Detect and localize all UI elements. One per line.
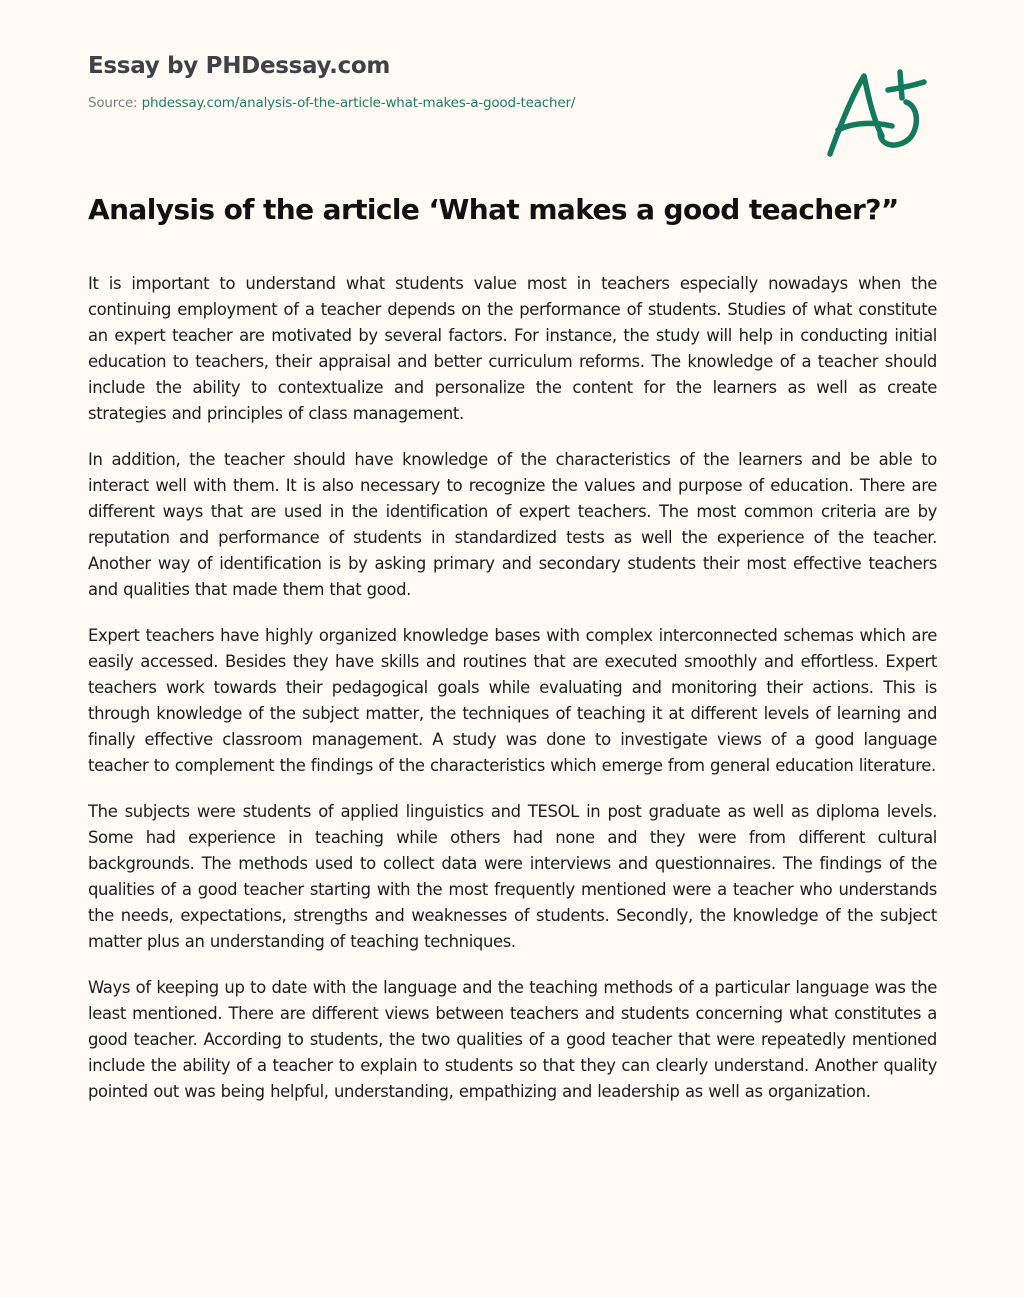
source-label: Source: [88,95,138,111]
article-paragraph: It is important to understand what students value most in teachers especially nowadays when the continuing employment of a teacher depends on the performance of students. Studies of what constitute an expert teacher are motivated by several factors. For instance, the study will help in conducting initial education to teachers, their appraisal and better curriculum reforms. The knowledge of a teacher should include the ability to contextualize and personalize the content for the learners as well as create strategies and principles of class management. [88,274,937,423]
article-paragraph: The subjects were students of applied linguistics and TESOL in post graduate as well as diploma levels. Some had experience in teaching while others had none and they were from different cultural backgrounds. The methods used to collect data were interviews and questionnaires. The findings of the qualities of a good teacher starting with the most frequently mentioned were a teacher who understands the needs, expectations, strengths and weaknesses of students. Secondly, the knowledge of the subject matter plus an understanding of teaching techniques. [88,802,937,951]
site-brand: Essay by PHDessay.com [88,53,391,79]
site-header [88,50,788,112]
a-plus-grade-icon [822,64,932,160]
article-paragraph: In addition, the teacher should have knowledge of the characteristics of the learners and be able to interact well with them. It is also necessary to recognize the values and purpose of education. There are different ways that are used in the identification of expert teachers. The most common criteria are by reputation and performance of students in standardized tests as well the experience of the teacher. Another way of identification is by asking primary and secondary students their most effective teachers and qualities that made them that good. [88,450,937,599]
article-body [88,271,937,1249]
source-line [88,94,788,112]
article-paragraph: Ways of keeping up to date with the language and the teaching methods of a particular language was the least mentioned. There are different views between teachers and students concerning what constitutes a good teacher. According to students, the two qualities of a good teacher that were repeatedly mentioned include the ability of a teacher to explain to students so that they can clearly understand. Another quality pointed out was being helpful, understanding, empathizing and leadership as well as organization. [88,978,937,1101]
article-title: Analysis of the article ‘What makes a good teacher?” [88,193,899,226]
article-paragraph: Expert teachers have highly organized knowledge bases with complex interconnected schemas which are easily accessed. Besides they have skills and routines that are executed smoothly and effortless. Expert teachers work towards their pedagogical goals while evaluating and monitoring their actions. This is through knowledge of the subject matter, the techniques of teaching it at different levels of learning and finally effective classroom management. A study was done to investigate views of a good language teacher to complement the findings of the characteristics which emerge from general education literature. [88,626,937,775]
source-link[interactable]: phdessay.com/analysis-of-the-article-what-makes-a-good-teacher/ [141,95,576,111]
